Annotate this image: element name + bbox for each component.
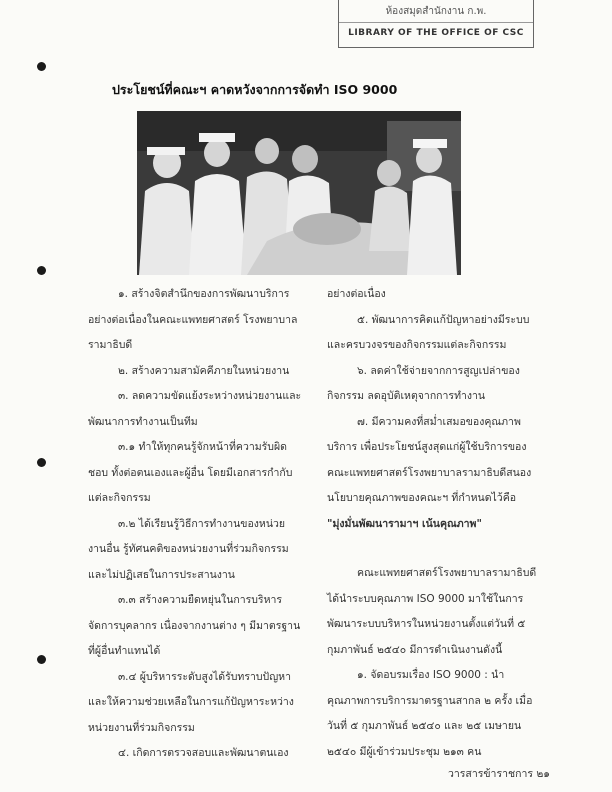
nurses-photo	[137, 111, 461, 275]
binder-hole-icon	[37, 266, 46, 275]
list-item: ๖. ลดค่าใช้จ่ายจากการสูญเปล่าของกิจกรรม ลดอุบัติเหตุจากการทำงาน	[327, 364, 520, 402]
list-item: ๕. พัฒนาการคิดแก้ปัญหาอย่างมีระบบและครบวงจรของกิจกรรมแต่ละกิจกรรม	[327, 313, 530, 351]
binder-hole-icon	[37, 62, 46, 71]
list-item: ๓. ลดความขัดแย้งระหว่างหน่วยงานและพัฒนาการทำงานเป็นทีม	[88, 390, 302, 428]
list-item: ๒. สร้างความสามัคคีภายในหน่วยงาน	[118, 364, 290, 377]
continuation-text: อย่างต่อเนื่อง	[327, 288, 386, 300]
list-item: ๓.๑ ทำให้ทุกคนรู้จักหน้าที่ความรับผิดชอบ ทั้งต่อตนเองและผู้อื่น โดยมีเอกสารกำกับแต่ละกิจกรรม	[88, 441, 293, 504]
list-item: ๔. เกิดการตรวจสอบและพัฒนาตนเอง	[118, 747, 289, 759]
right-column	[327, 282, 537, 765]
list-item: ๑. จัดอบรมเรื่อง ISO 9000 : นำคุณภาพการบริการมาตรฐานสากล ๒ ครั้ง เมื่อวันที่ ๕ กุมภาพันธ์ ๒๕๔๐ และ ๒๕ เมษายน ๒๕๔๐ มีผู้เข้าร่วมประชุม ๒๑๓ คน	[327, 669, 533, 758]
list-item: ๗. มีความคงที่สม่ำเสมอของคุณภาพบริการ เพื่อประโยชน์สูงสุดแก่ผู้ใช้บริการของคณะแพทยศาสตร์โรงพยาบาลรามาธิบดีสนองนโยบายคุณภาพของคณะฯ ที่กำหนดไว้คือ	[327, 415, 532, 504]
binder-hole-icon	[37, 458, 46, 467]
paragraph: คณะแพทยศาสตร์โรงพยาบาลรามาธิบดี ได้นำระบบคุณภาพ ISO 9000 มาใช้ในการพัฒนาระบบบริหารในหน่วยงานตั้งแต่วันที่ ๕ กุมภาพันธ์ ๒๕๔๐ มีการดำเนินงานดังนี้	[327, 567, 537, 656]
stamp-divider	[339, 22, 533, 23]
list-item: ๓.๒ ได้เรียนรู้วิธีการทำงานของหน่วยงานอื่น รู้ทัศนคติของหน่วยงานที่ร่วมกิจกรรม และไม่ปฏิเสธในการประสานงาน	[88, 517, 289, 581]
left-column	[88, 282, 302, 767]
page-footer: วารสารข้าราชการ ๒๑	[448, 768, 550, 780]
quality-motto: "มุ่งมั่นพัฒนารามาฯ เน้นคุณภาพ"	[327, 517, 482, 530]
list-item: ๓.๓ สร้างความยืดหยุ่นในการบริหารจัดการบุคลากร เนื่องจากงานต่าง ๆ มีมาตรฐานที่ผู้อื่นทำแทนได้	[88, 594, 301, 657]
library-stamp	[338, 0, 534, 48]
list-item: ๑. สร้างจิตสำนึกของการพัฒนาบริการอย่างต่อเนื่องในคณะแพทยศาสตร์ โรงพยาบาลรามาธิบดี	[88, 288, 298, 351]
stamp-line-thai: ห้องสมุดสำนักงาน ก.พ.	[385, 6, 487, 17]
photo-illustration	[137, 111, 461, 275]
page-title: ประโยชน์ที่คณะฯ คาดหวังจากการจัดทำ ISO 9000	[112, 82, 398, 97]
list-item: ๓.๔ ผู้บริหารระดับสูงได้รับทราบปัญหาและให้ความช่วยเหลือในการแก้ปัญหาระหว่างหน่วยงานที่ร่วมกิจกรรม	[88, 670, 294, 734]
binder-hole-icon	[37, 655, 46, 664]
stamp-line-english: LIBRARY OF THE OFFICE OF CSC	[348, 28, 524, 38]
